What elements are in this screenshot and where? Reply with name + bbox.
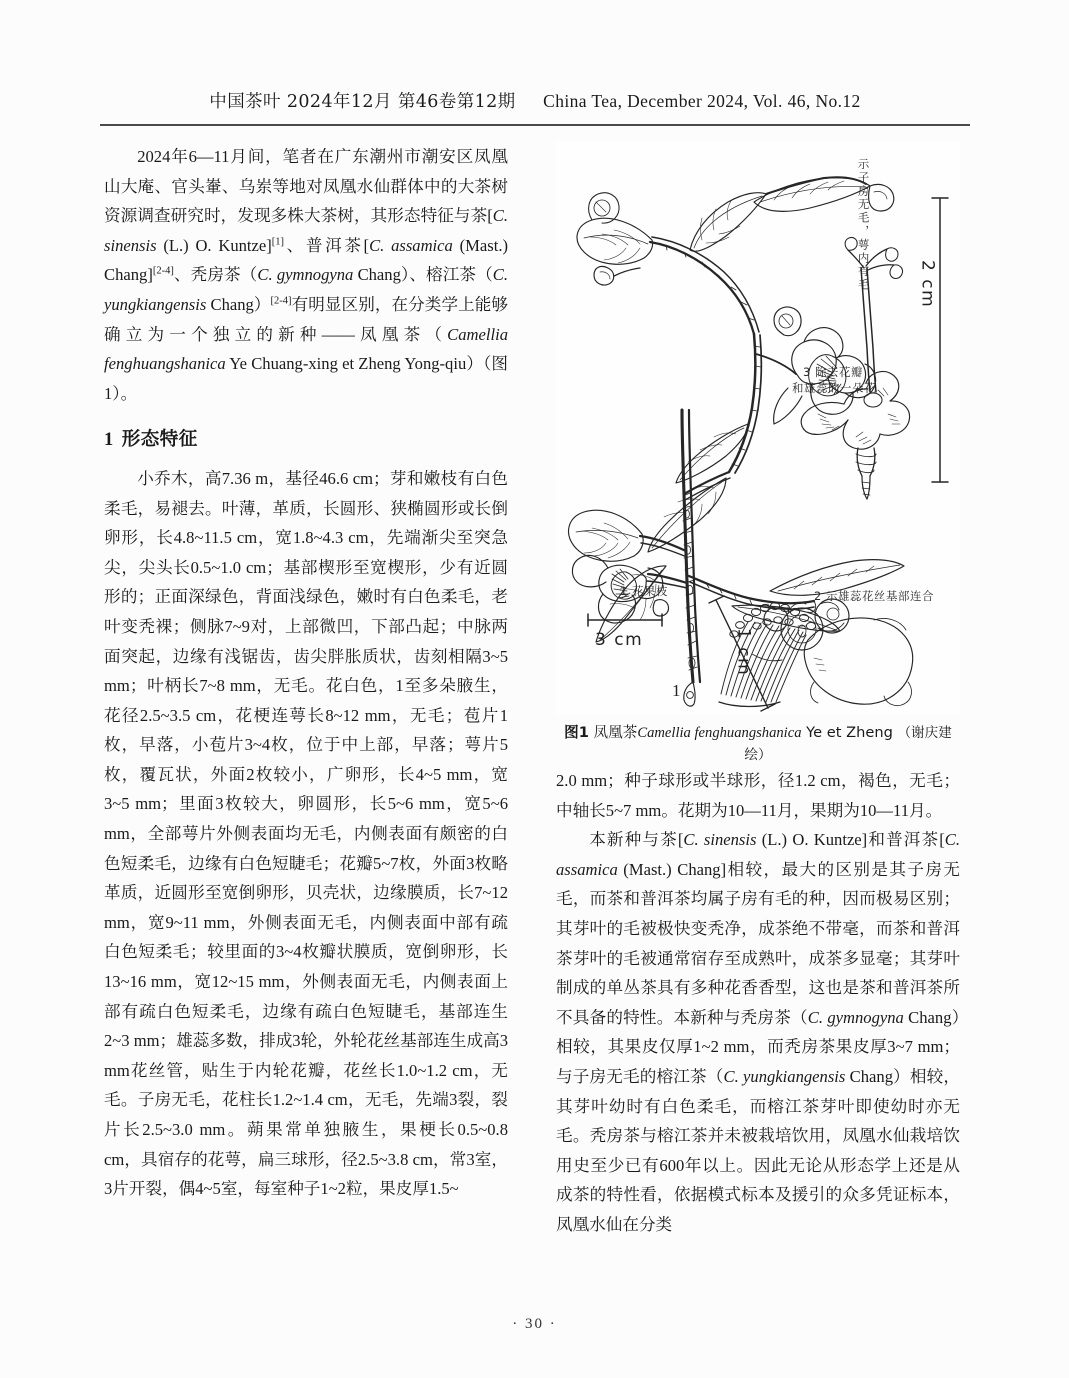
species-name-yungkiangensis: C. yungkiangensis (104, 265, 508, 314)
section-title: 形态特征 (121, 429, 198, 451)
annotation-glabrous-ovary: 示子房无毛，萼内有毛 (856, 158, 871, 292)
species-name-assamica: C. assamica (369, 235, 453, 255)
running-head-english: China Tea, December 2024, Vol. 46, No.12 (543, 91, 861, 111)
figure-number: 图1 (564, 724, 589, 741)
scale-bar-3cm-text: 3 cm (595, 630, 644, 650)
comparison-species-gymnogyna: C. gymnogyna (807, 1007, 904, 1027)
citation-ref-2: [2-4] (152, 265, 174, 277)
scale-bar-1cm-text: 1 cm (733, 628, 754, 677)
fruit-seed-paragraph: 2.0 mm；种子球形或半球形，径1.2 cm，褐色，无毛；中轴长5~7 mm。花期为10—11月，果期为10—11月。 (556, 771, 960, 820)
label-detail-1: 1 花果枝 (620, 584, 669, 598)
comparison-text-3: (Mast.) Chang]相较，最大的区别是其子房无毛，而茶和普洱茶均属子房有毛的种，因而极易区别；其芽叶的毛被极快变秃净，成茶绝不带毫，而茶和普洱茶芽叶的毛被通常宿存至成熟叶，成茶多显毫；其芽叶制成的单丛茶具有多种花香香型，这也是茶和普洱茶所不具备的特性。本新种与秃房茶（ (556, 859, 960, 1027)
intro-text-7: Chang） (206, 294, 271, 314)
intro-paragraph (104, 142, 508, 408)
figure-authority: Ye et Zheng (806, 724, 893, 741)
intro-text-4: (Mast.) Chang] (104, 235, 509, 285)
morphology-paragraph: 小乔木，高7.36 m，基径46.6 cm；芽和嫩枝有白色柔毛，易褪去。叶薄，革质，长圆形、狭椭圆形或长倒卵形，长4.8~11.5 cm，宽1.8~4.3 cm，先端渐尖至突急尖，尖头长0.5~1.0 cm；基部楔形至宽楔形，少有近圆形的；正面深绿色，背面浅绿色，嫩时有白色柔毛，老叶变秃裸；侧脉7~9对，上部微凹，下部凸起；中脉两面突起，边缘有浅锯齿，齿尖胖胀质状，齿刻相隔3~5 mm；叶柄长7~8 mm，无毛。花白色，1至多朵腋生，花径2.5~3.5 cm，花梗连萼长8~12 mm，无毛；苞片1枚，早落，小苞片3~4枚，位于中上部，早落；萼片5枚，覆瓦状，外面2枚较小，广卵形，长4~5 mm，宽3~5 mm；里面3枚较大，卵圆形，长5~6 mm，宽5~6 mm，全部萼片外侧表面均无毛，内侧表面有颇密的白色短柔毛，边缘有白色短睫毛；花瓣5~7枚，外面3枚略革质，近圆形至宽倒卵形，贝壳状，边缘膜质，长7~12 mm，宽9~11 mm，外侧表面无毛，内侧表面中部有疏白色短柔毛；较里面的3~4枚瓣状膜质，宽倒卵形，长13~16 mm，宽12~15 mm，外侧表面无毛，内侧表面上部有疏白色短柔毛，边缘有疏白色短睫毛，基部连生2~3 mm；雄蕊多数，排成3轮，外轮花丝基部连生成高3 mm花丝管，贴生于内轮花瓣，花丝长1.0~1.2 cm，无毛。子房无毛，花柱长1.2~1.4 cm，无毛，先端3裂，裂片长2.5~3.0 mm。蒴果常单独腋生，果梗长0.5~0.8 cm，具宿存的花萼，扁三球形，径2.5~3.8 cm，常3室，3片开裂，偶4~5室，每室种子1~2粒，果皮厚1.5~ (104, 468, 509, 1199)
figure-name-cn: 凤凰茶 (593, 724, 638, 741)
intro-text-3: 、普洱茶[ (284, 235, 370, 255)
comparison-text-4: Chang）相较，其果皮仅厚1~2 mm，而秃房茶果皮厚3~7 mm；与子房无毛的榕江茶（ (556, 1007, 960, 1086)
species-name-sinensis: C. sinensis (104, 206, 508, 255)
comparison-text-5: Chang）相较，其芽叶幼时有白色柔毛，而榕江茶芽叶即使幼时亦无毛。秃房茶与榕江茶并未被栽培饮用，凤凰水仙栽培饮用史至少已有600年以上。因此无论从形态学上还是从成茶的特性看，依据模式标本及援引的众多凭证标本，凤凰水仙在分类 (556, 1066, 960, 1234)
intro-text-2: (L.) O. Kuntze] (156, 235, 272, 255)
citation-ref-3: [2-4] (270, 295, 292, 307)
intro-text-9: Ye Chuang-xing et Zheng Yong-qiu）（图1）。 (104, 354, 508, 403)
species-name-gymnogyna: C. gymnogyna (257, 265, 354, 285)
comparison-text-1: 本新种与茶[ (589, 830, 684, 850)
figure-caption (556, 722, 960, 766)
running-head (100, 88, 970, 113)
citation-ref-1: [1] (271, 236, 285, 248)
comparison-text-2: (L.) O. Kuntze]和普洱茶[ (756, 830, 945, 850)
intro-text-5: 、秃房茶（ (173, 265, 258, 285)
section-heading-morphology (104, 425, 508, 456)
label-detail-3-line1: 3 除去花瓣 (803, 365, 864, 379)
figure-artist-credit: （谢庆建绘） (744, 725, 952, 763)
label-detail-2: 2 示雄蕊花丝基部连合 (814, 589, 934, 603)
section-number: 1 (104, 430, 114, 451)
left-column (104, 142, 508, 1204)
intro-text-1: 2024年6—11月间，笔者在广东潮州市潮安区凤凰山大庵、官头輋、乌岽等地对凤凰水仙群体中的大茶树资源调查研究时，发现多株大茶树，其形态特征与茶[ (104, 147, 508, 226)
intro-text-6: Chang）、榕江茶（ (353, 265, 493, 285)
label-detail-3-line2: 和雄蕊的一朵花 (792, 381, 876, 395)
right-column (556, 142, 960, 1240)
comparison-species-sinensis: C. sinensis (683, 830, 757, 850)
intro-text-8: 有明显区别，在分类学上能够确立为一个独立的新种——凤凰茶（ (104, 294, 508, 344)
page-number: · 30 · (512, 1316, 557, 1332)
botanical-illustration (556, 142, 960, 714)
figure-species-name: Camellia fenghuangshanica (637, 725, 802, 741)
scale-bar-2cm-text: 2 cm (917, 260, 938, 309)
header-divider (100, 124, 970, 126)
comparison-species-yungkiangensis: C. yungkiangensis (723, 1066, 846, 1086)
comparison-paragraph (556, 825, 960, 1239)
comparison-species-assamica: C. assamica (556, 830, 961, 879)
species-name-fenghuangshanica: Camellia fenghuangshanica (104, 324, 508, 374)
figure-part-number-1: 1 (672, 681, 681, 700)
running-head-chinese: 中国茶叶 2024年12月 第46卷第12期 (209, 92, 516, 112)
